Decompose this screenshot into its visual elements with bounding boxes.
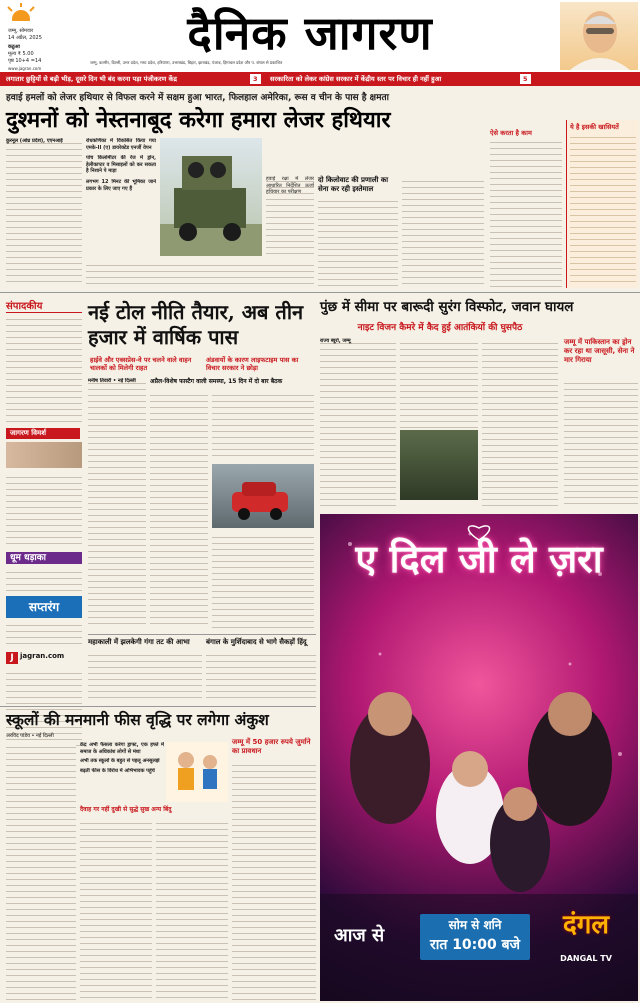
ad-schedule: सोम से शनि (448, 918, 502, 932)
lead-bullets (86, 138, 156, 256)
heart-icon (459, 522, 499, 542)
ad-channel-name: DANGAL TV (560, 954, 612, 963)
toll-col-2 (150, 390, 208, 628)
school-bullets (80, 742, 164, 774)
date: 14 अप्रैल, 2025 (8, 35, 42, 41)
laser-weapon-photo (160, 138, 262, 256)
jagran-vimarsh-label: जागरण विमर्श (6, 428, 80, 439)
lead-col-4 (318, 196, 398, 286)
border-photo (400, 430, 478, 500)
tv-show-ad[interactable] (320, 514, 638, 1001)
toll-col-1 (88, 378, 146, 628)
school-col-2 (80, 818, 152, 1000)
sukh-dhadaka-label: धूम धड़ाका (6, 552, 82, 564)
penalty-headline[interactable]: जम्मू में 50 हजार रुपये जुर्माने का प्रावधान (232, 738, 311, 755)
school-col-3 (156, 818, 228, 1000)
editorial-title: संपादकीय (6, 298, 82, 313)
lead-bullet-3: लगभग 12 मिनट की भूमिका जाने प्रकार के लिए जाए गए हैं (86, 178, 156, 192)
jagran-j-icon: J (6, 652, 18, 664)
toll-car-photo (212, 464, 314, 528)
ticker-right-page: 5 (520, 74, 531, 84)
leader-photo (560, 2, 638, 70)
features-title: ये है इसकी खासियतें (570, 123, 619, 131)
border-col-3 (482, 338, 558, 508)
border-col-1 (320, 338, 396, 508)
border-headline[interactable]: पुंछ में सीमा पर बारूदी सुरंग विस्फोट, जवान घायल (320, 299, 574, 315)
bengal-headline[interactable]: बंगाल के मुर्शिदाबाद से भागे सैकड़ों हिंदू (206, 638, 307, 646)
ticker-left[interactable]: लगातार छुट्टियों से बढ़ी भीड़, दूसरे दिन भी बंद करना पड़ा पंजीकरण केंद्र (6, 75, 177, 83)
vimarsh-photo (6, 442, 82, 468)
toll-bullet-left: हाईवे और एक्सप्रेस-वे पर चलने वाले वाहन चालकों को मिलेगी राहत (90, 356, 192, 372)
ad-start-label: आज से (334, 925, 385, 946)
how-it-works-text (490, 137, 562, 287)
border-sub: नाइट विजन कैमरे में कैद हुई आतंकियों की घुसपैठ (357, 323, 523, 333)
saptrang-text (6, 620, 82, 646)
lead-photo-caption: हवाई रक्षा में लेजर आधारित निर्देशित ऊर्जा हथियार का परीक्षण (266, 176, 314, 196)
toll-byline: मनीष तिवारी • नई दिल्ली (88, 378, 136, 384)
saptrang-label: सप्तरंग (6, 596, 82, 618)
border-byline: राज्य ब्यूरो, जम्मू (320, 338, 351, 344)
toll-sub-kicker: अप्रैल-विशेष फास्टैग वाली समस्या, 15 दिन में दो बार बैठक (150, 378, 283, 385)
school-col-1 (6, 742, 76, 1000)
pages: पृष्ठ 10+4 =14 (8, 58, 42, 64)
school-headline[interactable]: स्कूलों की मनमानी फीस वृद्धि पर लगेगा अंकुश (6, 710, 269, 729)
ad-time: रात 10:00 बजे (429, 937, 521, 953)
lead-col-5 (402, 176, 484, 286)
sukh-dhadaka-text (6, 567, 82, 591)
how-it-works-title: ऐसे करता है काम (490, 129, 532, 137)
lead-col-1 (6, 138, 82, 283)
side-news-title[interactable]: जम्मू में पाकिस्तान का ड्रोन कर रहा था जासूसी, सेना ने मार गिराया (564, 338, 635, 364)
editorial-text (6, 314, 82, 424)
lead-bullet-2: पांच किलोमीटर की रेंज में ड्रोन, हेलीकाप्टर व मिसाइलों को कर सकता है निशाने पे माड़ा (86, 155, 156, 175)
school-bullet-2: अभी तक स्कूलों के बहुत से पहलू अनसुलझे (80, 758, 160, 765)
penalty-text (232, 760, 316, 1000)
ad-show-title: ए दिल जी ले ज़रा (355, 536, 603, 581)
lead-headline[interactable]: दुश्मनों को नेस्तनाबूद करेगा हमारा लेजर हथियार (6, 107, 391, 133)
bengal-text (206, 650, 316, 702)
toll-col-4 (212, 532, 314, 628)
jagran-sun-icon (6, 3, 36, 21)
school-bullet-3: बढ़ती फीस के विरोध में अभिभावक पहुंचे (80, 767, 155, 774)
features-text (570, 132, 636, 284)
vimarsh-text (6, 472, 82, 548)
region: कठुआ (8, 44, 20, 50)
toll-bullet-right: अंडवायों के कारण लाइफटाइम पास का विचार सरकार ने छोड़ा (206, 356, 299, 372)
ticker-left-page: 3 (250, 74, 261, 84)
date-line: जम्मू, सोमवार (8, 28, 34, 34)
wild-text (88, 650, 202, 702)
ticker-right[interactable]: सरकारिता को लेकर कांग्रेस सरकार में केंद्रीय स्तर पर विचार ही नहीं हुआ (270, 75, 442, 83)
lead-bottom-text (86, 260, 314, 286)
wild-headline[interactable]: महाकाली में झलकेगी गंगा तट की आभा (88, 638, 190, 646)
lead-kicker: हवाई हमलों को लेजर हथियार से विफल करने में सक्षम हुआ भारत, फिलहाल अमेरिका, रूस व चीन के पास है क्षमता (6, 93, 389, 103)
editions-line: जम्मू, कश्मीर, दिल्ली, उत्तर प्रदेश, मध्य प्रदेश, हरियाणा, उत्तराखंड, बिहार, झारखंड, पंजाब, हिमाचल प्रदेश और प. बंगाल से प्रकाशित (90, 60, 283, 65)
border-col-2 (400, 338, 478, 428)
toll-col-3 (212, 390, 314, 460)
side-news-text (564, 378, 638, 508)
website[interactable]: www.jagran.com (8, 66, 42, 71)
school-illustration (166, 742, 228, 802)
lead-bullet-1: रोधकणिका में विकसित किया गया एमके-II (ए) डायरेक्टेड एनर्जी वेपन (86, 138, 156, 151)
ticker-bar (0, 72, 640, 86)
lead-sub-headline[interactable]: दो किलोवाट की प्रणाली का सेना कर रही इस्तेमाल (318, 176, 389, 193)
lead-byline: कुरनूल (आंध्र प्रदेश), एएनआई (6, 138, 63, 144)
dangal-logo: दंगल (562, 910, 610, 940)
school-bullet-1: केंद्र अभी फैसला करेगा ड्राफ्ट, एक हफ्ते में समाज के अधिकांश लोगों से मंशा (80, 742, 164, 755)
price: मूल्य ₹ 5.00 (8, 51, 34, 57)
logo: दैनिक जागरण (187, 6, 433, 60)
dainik-box-title: दैवाह गर नहीं दुखी से सुद्धे सुख अन्य बिंदु (80, 806, 172, 813)
jagran-url[interactable]: jagran.com (20, 652, 65, 660)
school-byline: अरविंद पांडेय • नई दिल्ली (6, 733, 54, 739)
toll-headline[interactable]: नई टोल नीति तैयार, अब तीन हजार में वार्षिक पास (88, 300, 304, 349)
lead-photo-caption-col (266, 176, 314, 256)
